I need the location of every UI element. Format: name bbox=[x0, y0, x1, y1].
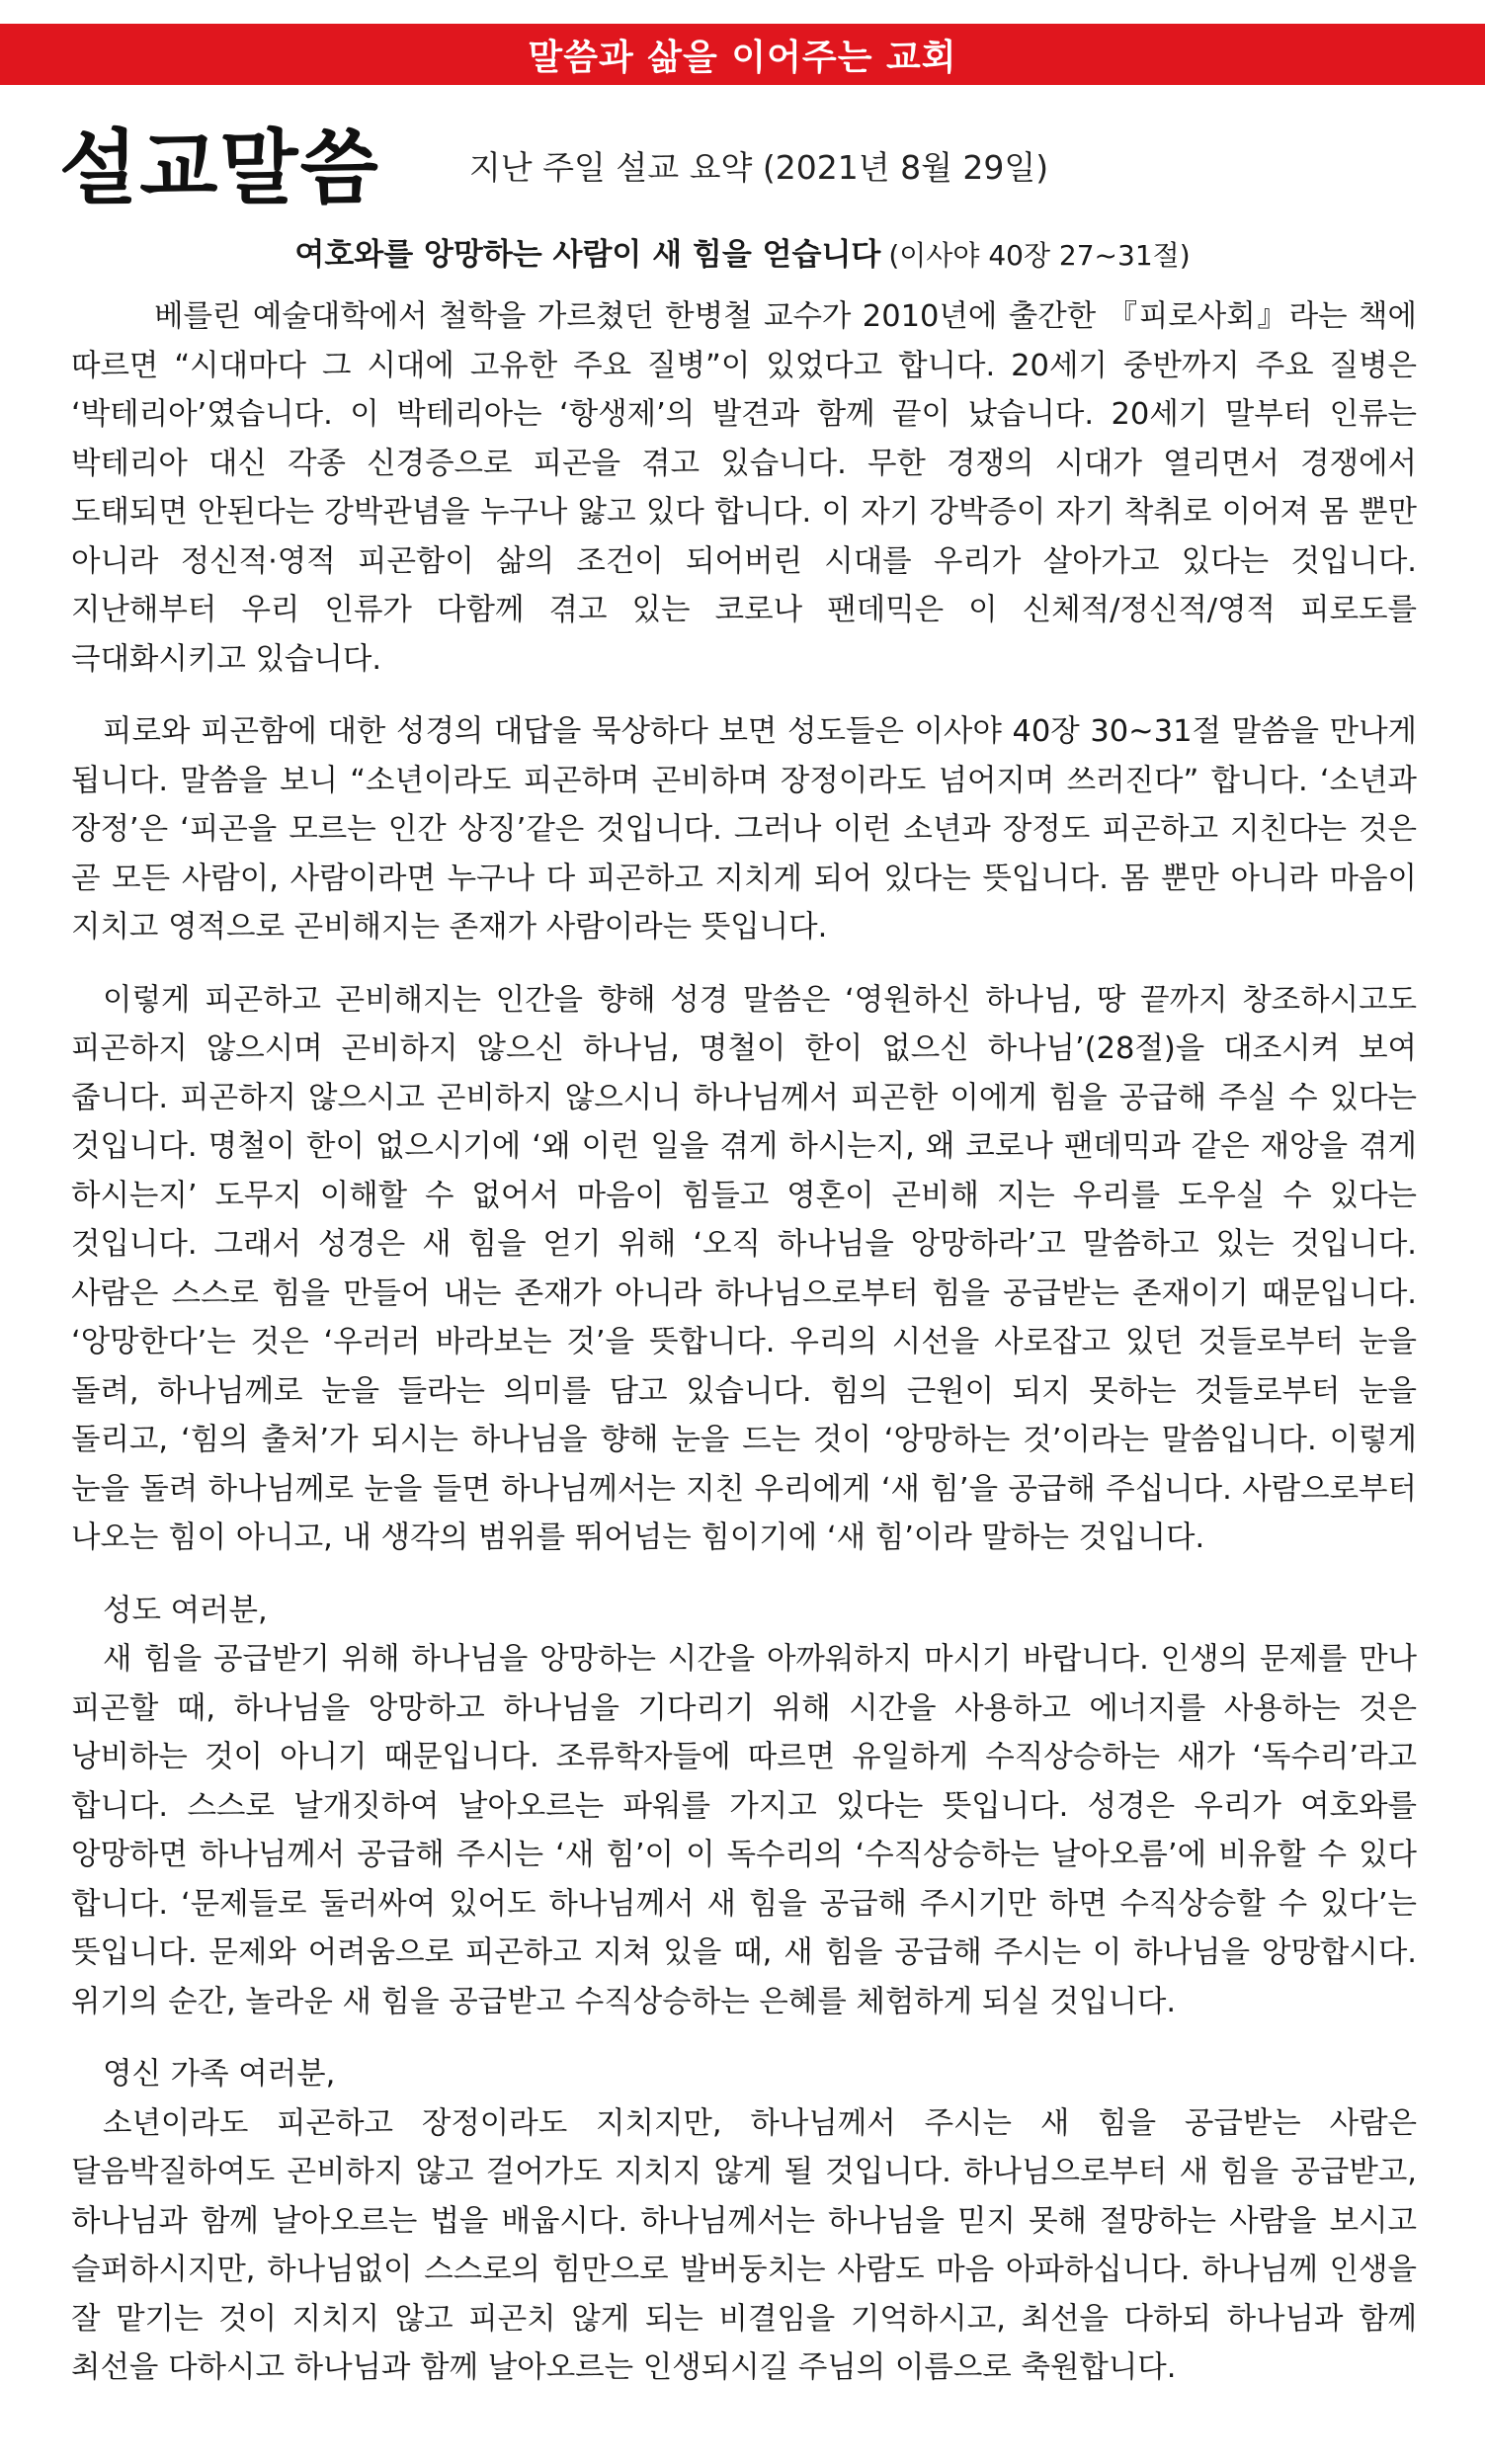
page-title: 설교말씀 bbox=[59, 120, 380, 215]
paragraph: 소년이라도 피곤하고 장정이라도 지치지만, 하나님께서 주시는 새 힘을 공급받는 사람은 달음박질하여도 곤비하지 않고 걸어가도 지치지 않게 될 것입니다. 하나님으로부터 새 힘을 공급받고, 하나님과 함께 날아오르는 법을 배웁시다. 하나님께서는 하나님을 믿지 못해 절망하는 사람을 보시고 슬퍼하시지만, 하나님없이 스스로의 힘만으로 발버둥치는 사람도 마음 아파하십니다. 하나님께 인생을 잘 맡기는 것이 지치지 않고 피곤치 않게 되는 비결임을 기억하시고, 최선을 다하되 하나님과 함께 최선을 다하시고 하나님과 함께 날아오르는 인생되시길 주님의 이름으로 축원합니다. bbox=[71, 2105, 1417, 2385]
address-line: 성도 여러분, bbox=[103, 1593, 268, 1628]
sermon-title: 여호와를 앙망하는 사람이 새 힘을 얻습니다 bbox=[294, 237, 881, 273]
address-line: 영신 가족 여러분, bbox=[103, 2057, 336, 2092]
sermon-body bbox=[71, 292, 1417, 2393]
page-header bbox=[59, 107, 1443, 215]
paragraph: 새 힘을 공급받기 위해 하나님을 앙망하는 시간을 아까워하지 마시기 바랍니다. 인생의 문제를 만나 피곤할 때, 하나님을 앙망하고 하나님을 기다리기 위해 시간을 사용하고 에너지를 사용하는 것은 낭비하는 것이 아니기 때문입니다. 조류학자들에 따르면 유일하게 수직상승하는 새가 ‘독수리’라고 합니다. 스스로 날개짓하여 날아오르는 파워를 가지고 있다는 뜻입니다. 성경은 우리가 여호와를 앙망하면 하나님께서 공급해 주시는 ‘새 힘’이 이 독수리의 ‘수직상승하는 날아오름’에 비유할 수 있다 합니다. ‘문제들로 둘러싸여 있어도 하나님께서 새 힘을 공급해 주시기만 하면 수직상승할 수 있다’는 뜻입니다. 문제와 어려움으로 피곤하고 지쳐 있을 때, 새 힘을 공급해 주시는 이 하나님을 앙망합시다. 위기의 순간, 놀라운 새 힘을 공급받고 수직상승하는 은혜를 체험하게 되실 것입니다. bbox=[71, 1642, 1417, 2019]
scripture-reference: (이사야 40장 27~31절) bbox=[888, 239, 1191, 272]
paragraph: 베를린 예술대학에서 철학을 가르쳤던 한병철 교수가 2010년에 출간한 『피로사회』라는 책에 따르면 “시대마다 그 시대에 고유한 주요 질병”이 있었다고 합니다. 20세기 중반까지 주요 질병은 ‘박테리아’였습니다. 이 박테리아는 ‘항생제’의 발견과 함께 끝이 났습니다. 20세기 말부터 인류는 박테리아 대신 각종 신경증으로 피곤을 겪고 있습니다. 무한 경쟁의 시대가 열리면서 경쟁에서 도태되면 안된다는 강박관념을 누구나 앓고 있다 합니다. 이 자기 강박증이 자기 착취로 이어져 몸 뿐만 아니라 정신적·영적 피곤함이 삶의 조건이 되어버린 시대를 우리가 살아가고 있다는 것입니다. 지난해부터 우리 인류가 다함께 겪고 있는 코로나 팬데믹은 이 신체적/정신적/영적 피로도를 극대화시키고 있습니다. bbox=[71, 299, 1417, 677]
paragraph: 피로와 피곤함에 대한 성경의 대답을 묵상하다 보면 성도들은 이사야 40장 30~31절 말씀을 만나게 됩니다. 말씀을 보니 “소년이라도 피곤하며 곤비하며 장정이라도 넘어지며 쓰러진다” 합니다. ‘소년과 장정’은 ‘피곤을 모르는 인간 상징’같은 것입니다. 그러나 이런 소년과 장정도 피곤하고 지친다는 것은 곧 모든 사람이, 사람이라면 누구나 다 피곤하고 지치게 되어 있다는 뜻입니다. 몸 뿐만 아니라 마음이 지치고 영적으로 곤비해지는 존재가 사람이라는 뜻입니다. bbox=[71, 714, 1417, 945]
banner-text: 말씀과 삶을 이어주는 교회 bbox=[528, 37, 957, 78]
top-banner bbox=[0, 24, 1485, 85]
page-subtitle: 지난 주일 설교 요약 (2021년 8월 29일) bbox=[468, 147, 1049, 187]
paragraph: 이렇게 피곤하고 곤비해지는 인간을 향해 성경 말씀은 ‘영원하신 하나님, 땅 끝까지 창조하시고도 피곤하지 않으시며 곤비하지 않으신 하나님, 명철이 한이 없으신 하나님’(28절)을 대조시켜 보여 줍니다. 피곤하지 않으시고 곤비하지 않으시니 하나님께서 피곤한 이에게 힘을 공급해 주실 수 있다는 것입니다. 명철이 한이 없으시기에 ‘왜 이런 일을 겪게 하시는지, 왜 코로나 팬데믹과 같은 재앙을 겪게 하시는지’ 도무지 이해할 수 없어서 마음이 힘들고 영혼이 곤비해 지는 우리를 도우실 수 있다는 것입니다. 그래서 성경은 새 힘을 얻기 위해 ‘오직 하나님을 앙망하라’고 말씀하고 있는 것입니다. 사람은 스스로 힘을 만들어 내는 존재가 아니라 하나님으로부터 힘을 공급받는 존재이기 때문입니다. ‘앙망한다’는 것은 ‘우러러 바라보는 것’을 뜻합니다. 우리의 시선을 사로잡고 있던 것들로부터 눈을 돌려, 하나님께로 눈을 들라는 의미를 담고 있습니다. 힘의 근원이 되지 못하는 것들로부터 눈을 돌리고, ‘힘의 출처’가 되시는 하나님을 향해 눈을 드는 것이 ‘앙망하는 것’이라는 말씀입니다. 이렇게 눈을 돌려 하나님께로 눈을 들면 하나님께서는 지친 우리에게 ‘새 힘’을 공급해 주십니다. 사람으로부터 나오는 힘이 아니고, 내 생각의 범위를 뛰어넘는 힘이기에 ‘새 힘’이라 말하는 것입니다. bbox=[71, 982, 1417, 1555]
sermon-heading bbox=[0, 229, 1485, 274]
